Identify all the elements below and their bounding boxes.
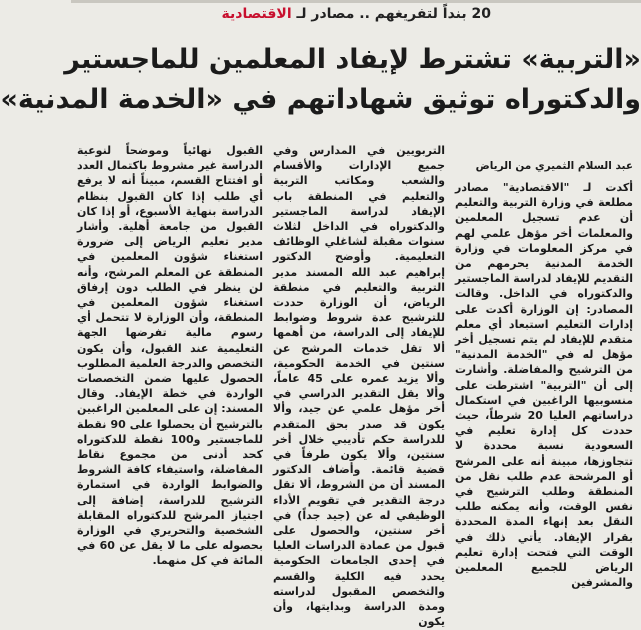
article-column-1 <box>455 180 633 590</box>
column-3-text: القبول نهائياً وموضحاً لنوعية الدراسة غير مشروط باكتمال العدد أو افتتاح القسم، مبيناً أنه لا يرفع أي طلب إذا كان القبول بنظام الدراسة بنهاية الأسبوع، أو إذا كان القبول من جامعة أهلية. وأشار مدير تعليم الرياض إلى ضرورة استغناء شؤون المعلمين في المنطقة عن المعلم المرشح، وأنه لن ينظر في الطلب دون إرفاق استغناء شؤون المعلمين في المنطقة، وأن الوزارة لا تتحمل أي رسوم مالية تفرضها الجهة التعليمية عند القبول، وأن يكون التخصص والدرجة العلمية المطلوب الحصول عليها ضمن التخصصات الواردة في خطة الإيفاد. وقال المسند: إن على المعلمين الراغبين بالترشيح أن يحصلوا على 90 نقطة للماجستير و100 نقطة للدكتوراه كحد أدنى من مجموع نقاط المفاضلة، واستيفاء كافة الشروط والضوابط الواردة في استمارة الترشيح للدراسة، إضافة إلى اجتياز المرشح للدكتوراه المقابلة الشخصية والتحريري في الوزارة بحصوله على ما لا يقل عن 60 في المائة في كل منهما. <box>77 144 264 568</box>
byline: عبد السلام الثميري من الرياض <box>475 160 633 172</box>
top-rule <box>71 0 641 3</box>
kicker-brand: الاقتصادية <box>221 6 292 22</box>
headline-line-2: والدكتوراه توثيق شهاداتهم في «الخدمة المدنية» <box>0 84 641 115</box>
kicker <box>222 6 491 22</box>
kicker-text: 20 بنداً لتفريغهم .. مصادر لـ <box>296 6 491 22</box>
column-1-text: أكدت لـ "الاقتصادية" مصادر مطلعة في وزارة التربية والتعليم أن عدم تسجيل المعلمين والمعلمات أخر مؤهل علمي لهم في مركز المعلومات في وزارة الخدمة المدنية يحرمهم من التقديم للإيفاد لدراسة الماجستير والدكتوراه في الداخل. وقالت المصادر: إن الوزارة أكدت على إدارات التعليم استبعاد أي معلم متقدم للإيفاد لم يتم تسجيل أخر مؤهل له في "الخدمة المدنية" من الترشيح والمفاضلة. وأشارت إلى أن "التربية" اشترطت على منسوبيها الراغبين في استكمال دراساتهم العليا 20 شرطاً، حيث حددت كل إدارة تعليم في السعودية نسبة محددة لا تتجاوزها، مبينة أنه على المرشح أو المرشحة عدم طلب نقل من المنطقة وطلب الترشيح في نفس الوقت، وأنه يمكنه طلب النقل بعد إنهاء المدة المحددة بقرار الإيفاد. يأتي ذلك في الوقت التي فتحت إدارة تعليم الرياض للجميع المعلمين والمشرفين <box>455 181 633 590</box>
column-2-text: التربويين في المدارس وفي جميع الإدارات والأقسام والشعب ومكاتب التربية والتعليم في المنطقة باب الإيفاد لدراسة الماجستير والدكتوراه في الداخل لثلاث سنوات مقبلة لشاغلي الوظائف التعليمية. وأوضح الدكتور إبراهيم عبد الله المسند مدير التربية والتعليم في منطقة الرياض، أن الوزارة حددت للترشيح عدة شروط وضوابط للإيفاد إلى الدراسة، من أهمها ألا تقل خدمات المرشح عن سنتين في الخدمة الحكومية، وألا يزيد عمره على 45 عاماً، وألا يقل التقدير الدراسي في أخر مؤهل علمي عن جيد، وألا يكون قد صدر بحق المتقدم للدراسة حكم تأديبي خلال أخر سنتين، وألا يكون طرفاً في قضية قائمة. وأضاف الدكتور المسند أن من الشروط، ألا تقل درجة التقدير في تقويم الأداء الوظيفي له عن (جيد جداً) في أخر سنتين، والحصول على قبول من عمادة الدراسات العليا في إحدى الجامعات الحكومية يحدد فيه الكلية والقسم والتخصص المقبول لدراسته ومدة الدراسة وبدايتها، وأن يكون <box>273 144 446 629</box>
article-column-2 <box>273 143 446 629</box>
headline-line-1: «التربية» تشترط لإيفاد المعلمين للماجستير <box>64 44 641 75</box>
article-column-3 <box>77 143 264 568</box>
